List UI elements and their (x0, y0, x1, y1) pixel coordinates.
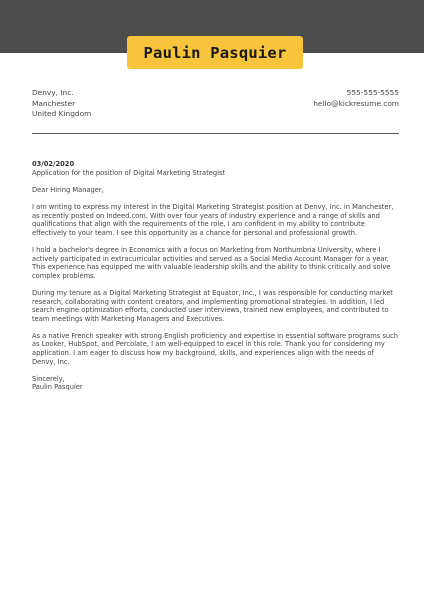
recipient-country: United Kingdom (32, 109, 92, 119)
letter-date: 03/02/2020 (32, 160, 75, 168)
closing-block (32, 375, 399, 392)
email-address: hello@kickresume.com (313, 98, 399, 108)
paragraph: As a native French speaker with strong English proficiency and expertise in essential software programs such as Looker, HubSpot, and Percolate, I am well-equipped to excel in this role. Thank you for considering my application. I am eager to discuss how my background, skills, and experiences align with the needs of Denvy, Inc. (32, 331, 398, 366)
name-banner (127, 36, 303, 69)
paragraph: During my tenure as a Digital Marketing Strategist at Equator, Inc., I was responsible for conducting market research, collaborating with content creators, and implementing promotional strategies. In addition, I led search engine optimization efforts, conducted user interviews, trained new employees, and contributed to team meetings with Marketing Managers and Executives. (32, 288, 393, 323)
recipient-company: Denvy, Inc. (32, 88, 74, 97)
contact-info (313, 88, 399, 109)
recipient-city: Manchester (32, 98, 76, 108)
paragraph: I am writing to express my interest in the Digital Marketing Strategist position at Denvy, Inc. in Manchester, as recently posted on Indeed.com. With over four years of industry experience and a range of skills and qualifications that align with the requirements of the role, I am confident in my ability to contribute effectively to your team. I see this opportunity as a chance for personal and professional growth. (32, 202, 394, 237)
section-divider (32, 133, 399, 134)
recipient-address (32, 88, 91, 120)
letter-body (32, 160, 399, 392)
letter-subject: Application for the position of Digital Marketing Strategist (32, 168, 226, 177)
applicant-name: Paulin Pasquier (143, 43, 287, 62)
paragraph: I hold a bachelor's degree in Economics with a focus on Marketing from Northumbria University, where I actively participated in extracurricular activities and served as a Social Media Account Manager for a year. This experience has equipped me with valuable leadership skills and the ability to think critically and solve complex problems. (32, 245, 391, 280)
date-subject-block (32, 160, 399, 177)
salutation: Dear Hiring Manager, (32, 185, 104, 194)
signature: Paulin Pasquier (32, 383, 83, 392)
closing: Sincerely, (32, 374, 65, 383)
phone-number: 555-555-5555 (346, 88, 399, 97)
